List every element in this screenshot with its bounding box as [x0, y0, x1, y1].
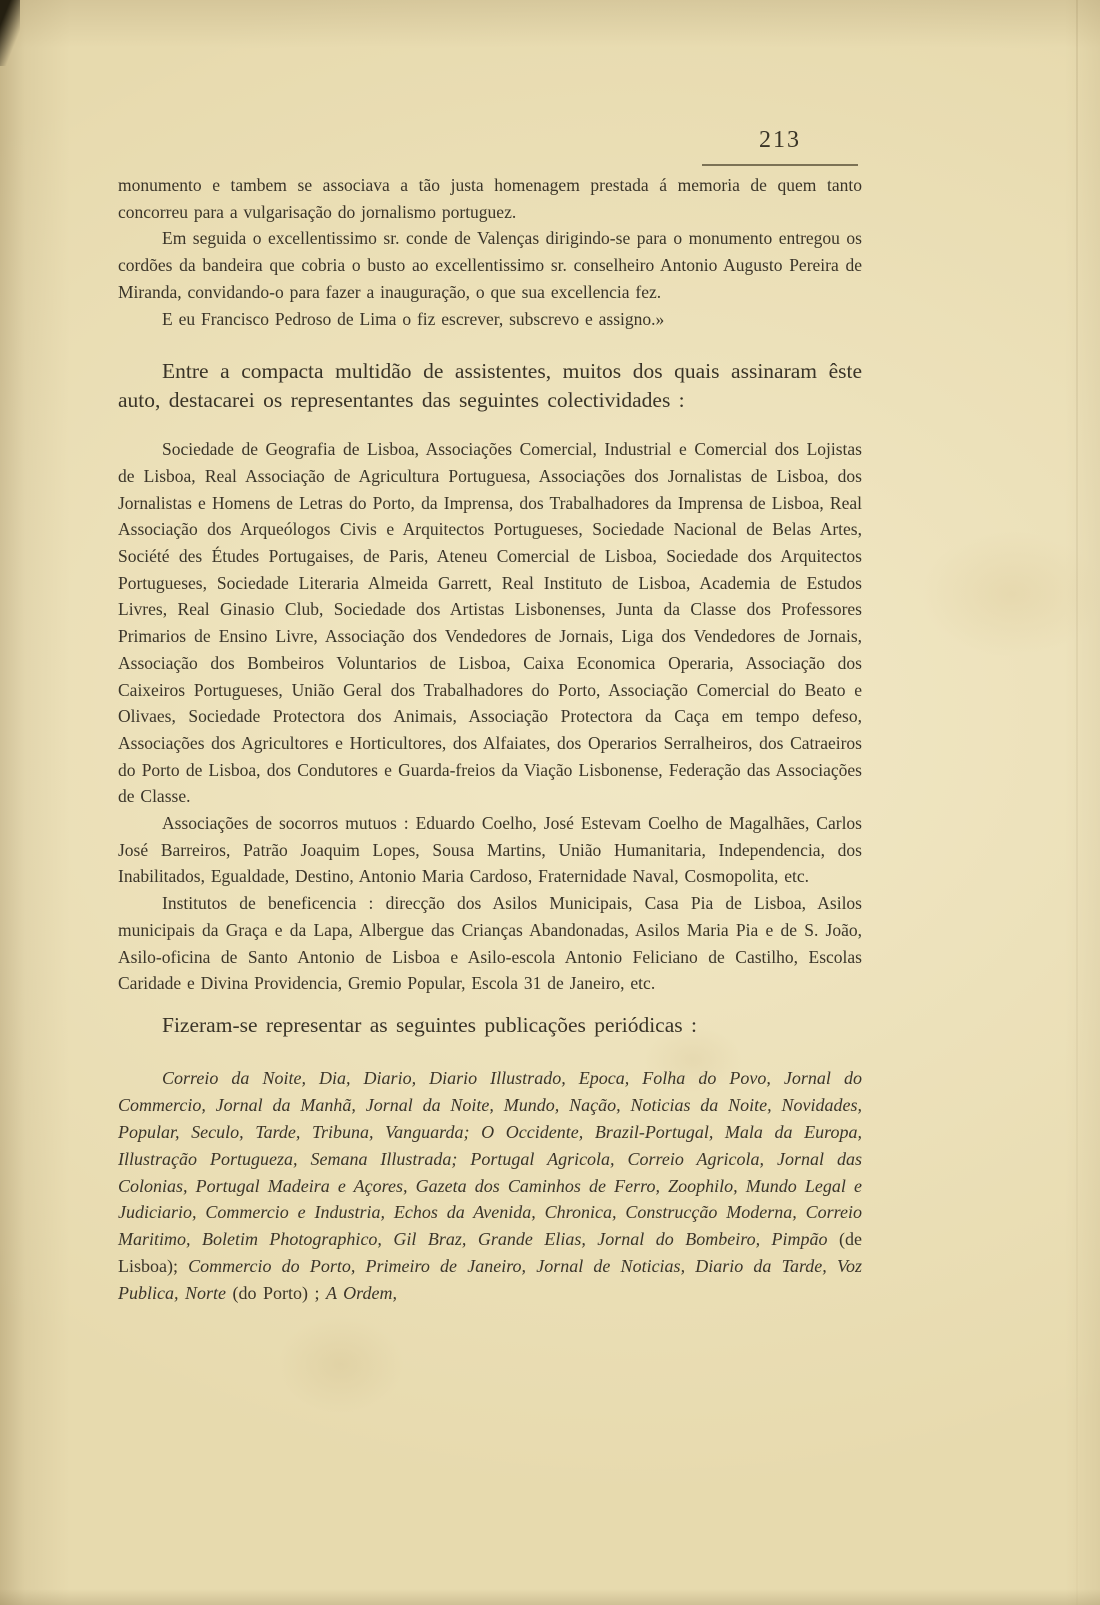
paragraph-monument: monumento e tambem se associava a tão justa homenagem prestada á memoria de quem tanto concorreu para a vulgarisação do jornalismo portuguez.: [118, 175, 862, 222]
heading-collectivities: Entre a compacta multidão de assistentes, muitos dos quais assinaram êste auto, destacarei os representantes das seguintes colectividades :: [118, 359, 862, 412]
paragraph-ceremony: Em seguida o excellentissimo sr. conde de Valenças dirigindo-se para o monumento entregou os cordões da bandeira que cobria o busto ao excellentissimo sr. conselheiro Antonio Augusto Pereira de Miranda, convidando-o para fazer a inauguração, o que sua excellencia fez.: [118, 228, 862, 302]
paragraph-charity-list: Institutos de beneficencia : direcção dos Asilos Municipais, Casa Pia de Lisboa, Asilos municipais da Graça e da Lapa, Albergue das Crianças Abandonadas, Asilos Maria Pia e de S. João, Asilo-oficina de Santo Antonio de Lisboa e Asilo-escola Antonio Feliciano de Castilho, Escolas Caridade e Divina Providencia, Gremio Popular, Escola 31 de Janeiro, etc.: [118, 893, 862, 994]
page-corner-shadow: [0, 0, 20, 66]
paragraph-collectivities-list: Sociedade de Geografia de Lisboa, Associações Comercial, Industrial e Comercial dos Lojistas de Lisboa, Real Associação de Agricultura Portuguesa, Associações dos Jornalistas de Lisboa, dos Jornalistas e Homens de Letras do Porto, da Imprensa, dos Trabalhadores da Imprensa de Lisboa, Real Associação dos Arqueólogos Civis e Arquitectos Portugueses, Sociedade Nacional de Belas Artes, Société des Études Portugaises, de Paris, Ateneu Comercial de Lisboa, Sociedade dos Arquitectos Portugueses, Sociedade Literaria Almeida Garrett, Real Instituto de Lisboa, Academia de Estudos Livres, Real Ginasio Club, Sociedade dos Artistas Lisbonenses, Junta da Classe dos Professores Primarios de Ensino Livre, Associação dos Vendedores de Jornais, Liga dos Vendedores de Jornais, Associação dos Bombeiros Voluntarios de Lisboa, Caixa Economica Operaria, Associação dos Caixeiros Portugueses, União Geral dos Trabalhadores do Porto, Associação Comercial do Beato e Olivaes, Sociedade Protectora dos Animais, Associação Protectora da Caça em tempo defeso, Associações dos Agricultores e Horticultores, dos Alfaiates, dos Operarios Serralheiros, dos Catraeiros do Porto de Lisboa, dos Condutores e Guarda-freios da Viação Lisbonense, Federação das Associações de Classe.: [118, 439, 862, 807]
paragraph-periodicals-list: [118, 1065, 862, 1306]
periodicals-segment-italic-1: Correio da Noite, Dia, Diario, Diario Illustrado, Epoca, Folha do Povo, Jornal do Commercio, Jornal da Manhã, Jornal da Noite, Mundo, Nação, Noticias da Noite, Novidades, Popular, Seculo, Tarde, Tribuna, Vanguarda; O Occidente, Brazil-Portugal, Mala da Europa, Illustração Portugueza, Semana Illustrada; Portugal Agricola, Correio Agricola, Jornal das Colonias, Portugal Madeira e Açores, Gazeta dos Caminhos de Ferro, Zoophilo, Mundo Legal e Judiciario, Commercio e Industria, Echos da Avenida, Chronica, Construcção Moderna, Correio Maritimo, Boletim Photographico, Gil Braz, Grande Elias, Jornal do Bombeiro, Pimpão: [118, 1068, 862, 1250]
periodicals-segment-italic-3: A Ordem,: [326, 1282, 397, 1303]
periodicals-segment-roman-2: (do Porto) ;: [232, 1282, 326, 1303]
paragraph-mutual-aid-list: Associações de socorros mutuos : Eduardo Coelho, José Estevam Coelho de Magalhães, Carlos José Barreiros, Patrão Joaquim Lopes, Sousa Martins, União Humanitaria, Independencia, dos Inabilitados, Egualdade, Destino, Antonio Maria Cardoso, Fraternidade Naval, Cosmopolita, etc.: [118, 813, 862, 887]
page-number-block: [702, 127, 858, 166]
periodicals-segment-italic-2: Commercio do Porto, Primeiro de Janeiro, Jornal de Noticias, Diario da Tarde, Voz Publica, Norte: [118, 1256, 862, 1303]
page-text-column: [118, 172, 862, 1307]
periodicals-segment-roman-1: (de Lisboa);: [118, 1229, 862, 1277]
heading-periodicals: Fizeram-se representar as seguintes publicações periódicas :: [162, 1012, 697, 1037]
paragraph-notary: E eu Francisco Pedroso de Lima o fiz escrever, subscrevo e assigno.»: [162, 308, 665, 329]
paper-crease-line: [1076, 0, 1078, 1605]
page-number: 213: [759, 127, 801, 153]
